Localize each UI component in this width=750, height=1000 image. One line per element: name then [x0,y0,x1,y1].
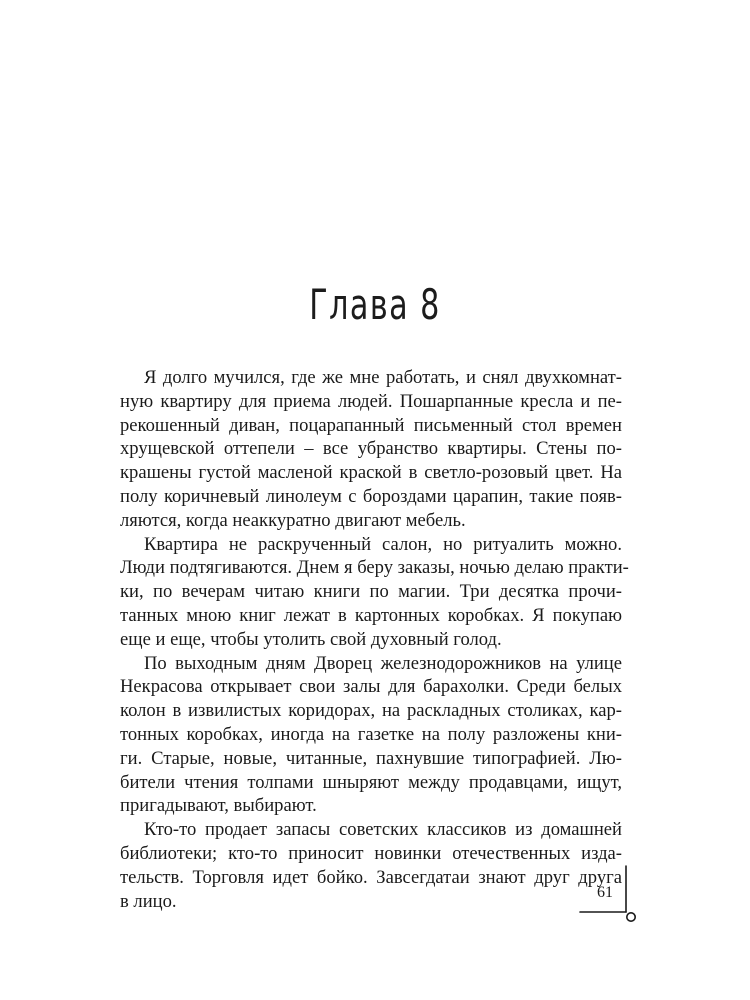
text-line: полу коричневый линолеум с бороздами царапин, такие появ- [120,485,622,507]
text-line: колон в извилистых коридорах, на раскладных столиках, кар- [120,700,622,722]
text-line: бители чтения толпами шныряют между продавцами, ищут, [120,771,622,793]
text-line: Некрасова открывает свои залы для барахолки. Среди белых [120,676,622,698]
page-number: 61 [597,884,613,901]
text-line: в лицо. [120,890,177,912]
text-line: еще и еще, чтобы утолить свой духовный голод. [120,628,502,650]
text-line: ную квартиру для приема людей. Пошарпанные кресла и пе- [120,390,622,412]
text-line: Кто-то продает запасы советских классиков из домашней [144,819,622,841]
ornament-loop [627,913,635,921]
text-line: Квартира не раскрученный салон, но ритуалить можно. [144,533,622,555]
text-line: ляются, когда неаккуратно двигают мебель. [120,509,466,531]
text-line: Люди подтягиваются. Днем я беру заказы, ночью делаю практи- [120,557,629,579]
text-line: тельств. Торговля идет бойко. Завсегдатаи знают друг друга [120,866,622,888]
text-line: крашены густой масленой краской в светло-розовый цвет. На [120,462,622,484]
text-line: По выходным дням Дворец железнодорожников на улице [144,652,622,674]
text-line: ки, по вечерам читаю книги по магии. Три десятка прочи- [120,581,622,603]
text-line: танных мною книг лежат в картонных коробках. Я покупаю [120,604,622,626]
text-line: библиотеки; кто-то приносит новинки отечественных изда- [120,842,622,864]
text-line: Я долго мучился, где же мне работать, и снял двухкомнат- [144,367,622,388]
chapter-title: Глава 8 [309,280,441,330]
text-line: рекошенный диван, поцарапанный письменный стол времен [120,414,622,436]
body-text [120,366,629,913]
text-line: ги. Старые, новые, читанные, пахнувшие типографией. Лю- [120,747,622,769]
text-line: тонных коробках, иногда на газетке на полу разложены кни- [120,723,622,745]
text-line: хрущевской оттепели – все убранство квартиры. Стены по- [120,438,622,460]
text-line: пригадывают, выбирают. [120,795,317,817]
